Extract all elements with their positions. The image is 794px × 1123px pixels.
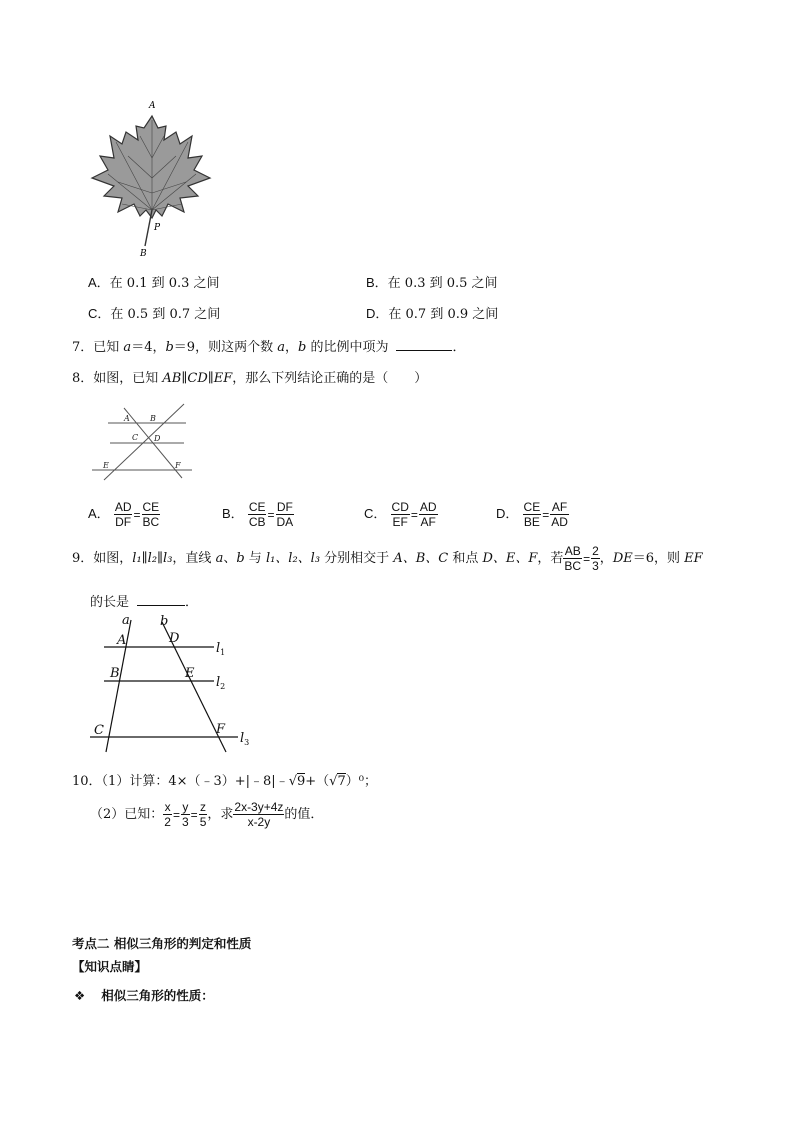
q8-option-d: D． $\frac{CE}{BE}$ = $\frac{AF}{AD}$ [496,500,568,529]
fig9-label-l1: $l_1$ [216,641,226,657]
diamond-bullet-icon: ❖ [74,988,86,1003]
question-8: 8．如图，已知 AB∥CD∥EF，那么下列结论正确的是（ ） [72,371,428,386]
question-7: 7．已知 a＝4，b＝9，则这两个数 a，b 的比例中项为 ． [72,340,466,355]
leaf-label-p: P [154,223,161,233]
answer-blank-9[interactable] [137,593,185,606]
fig9-label-B: B [110,666,120,681]
fig9-label-l2: $l_2$ [216,675,226,691]
q8-option-a: A． $\frac{AD}{DF}$ = $\frac{CE}{BC}$ [88,500,160,529]
question-10-part2: （2）已知： $\frac{x}{2}$ = $\frac{y}{3}$ = $\frac{z}{5}$ ，求 $\frac{2x-3y+4z}{x-2y}$ 的值． [90,800,324,829]
fig9-label-l3: $l_3$ [240,731,250,747]
fig8-label-d: D [154,434,161,443]
q6-option-c: C．在 0.5 到 0.7 之间 [88,306,221,322]
fig9-label-C: C [94,723,104,738]
fig9-label-D: D [169,631,180,646]
section-title: 考点二 相似三角形的判定和性质 [72,936,252,951]
section-item: ❖ 相似三角形的性质： [74,988,214,1003]
q6-option-b: B．在 0.3 到 0.5 之间 [366,275,498,291]
fig9-label-F: F [216,722,226,737]
maple-leaf-figure [88,98,218,260]
fig8-label-a: A [124,414,130,423]
sqrt-symbol: √ [288,774,297,789]
q8-option-b: B． $\frac{CE}{CB}$ = $\frac{DF}{DA}$ [222,500,294,529]
transversal-1 [104,404,184,480]
parallel-lines-figure [88,400,198,482]
leaf-shape [92,116,210,218]
fig9-label-a: a [122,613,130,628]
question-9: 9．如图，l₁∥l₂∥l₃，直线 a、b 与 l₁、l₂、l₃ 分别相交于 A、B、C 和点 D、E、F，若 $\frac{AB}{BC}$ = $\frac{2}{3}$ ，DE＝6，则 EF [72,544,703,573]
q6-option-a: A．在 0.1 到 0.3 之间 [88,275,220,291]
leaf-label-b: B [140,249,147,259]
fig8-label-e: E [103,461,109,470]
q6-option-d: D．在 0.7 到 0.9 之间 [366,306,499,322]
leaf-stem [145,210,152,246]
question-9-line2: 的长是 ． [90,595,199,610]
fig9-label-b: b [160,614,169,629]
q8-option-c: C． $\frac{CD}{EF}$ = $\frac{AD}{AF}$ [364,500,437,529]
fig8-label-c: C [132,433,139,442]
fig8-label-f: F [175,461,181,470]
fig9-label-A: A [117,633,127,648]
question-10-part1: 10．（1）计算：4×（﹣3）+|﹣8|﹣√9+（√7）⁰； [72,774,377,789]
section-subtitle: 【知识点睛】 [72,959,148,974]
leaf-label-a: A [149,101,156,111]
fig8-label-b: B [150,414,156,423]
three-parallel-lines-figure [86,612,256,754]
answer-blank[interactable] [396,338,452,351]
fig9-label-E: E [185,666,195,681]
